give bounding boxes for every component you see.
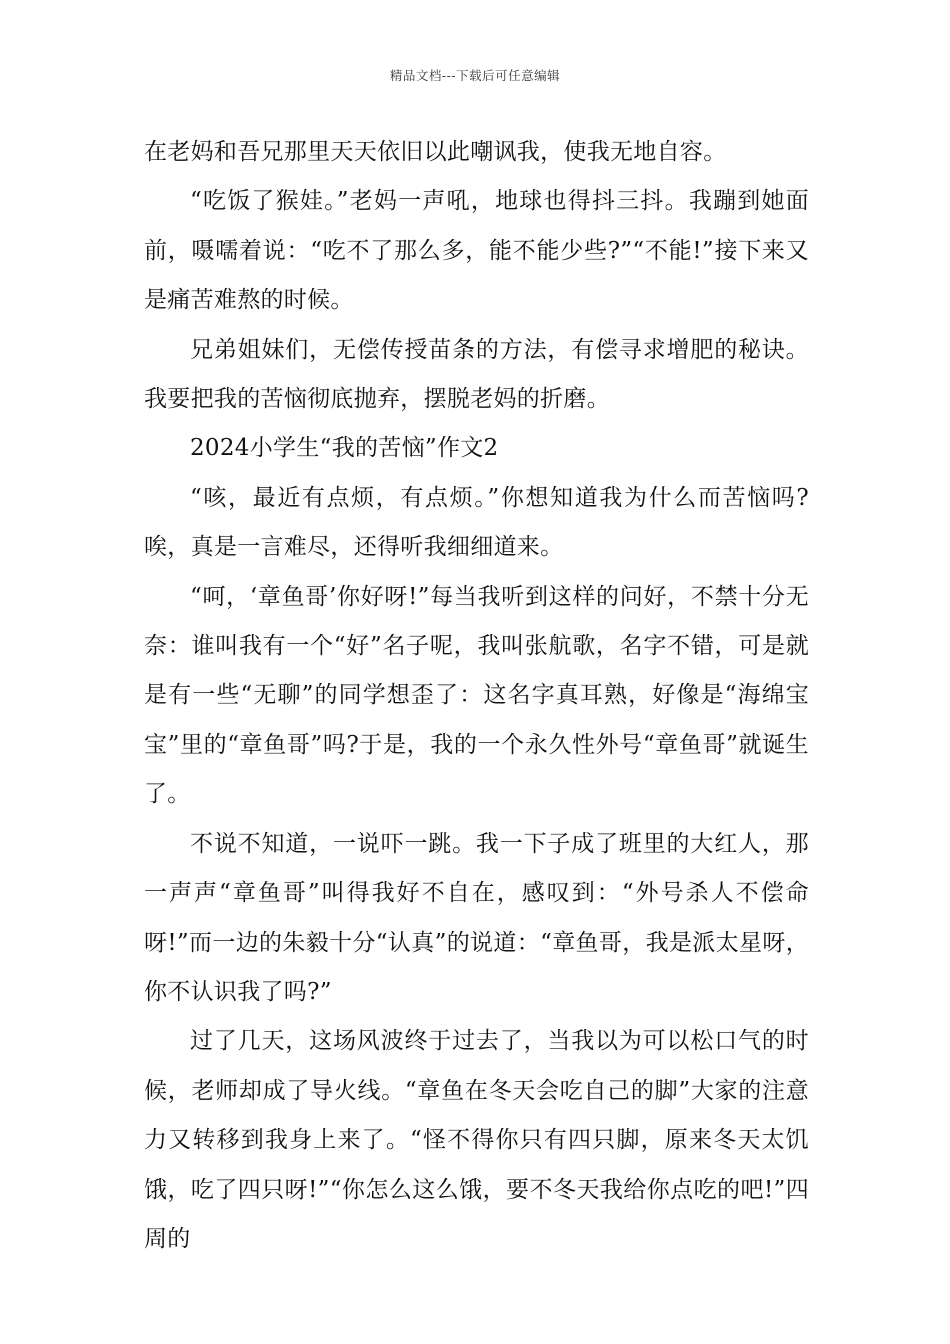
paragraph: 过了几天，这场风波终于过去了，当我以为可以松口气的时候，老师却成了导火线。“章鱼在冬天会吃自己的脚”大家的注意力又转移到我身上来了。“怪不得你只有四只脚，原来冬天太饥饿，吃了四只呀!”“你怎么这么饿，要不冬天我给你点吃的吧!”四周的 [144, 1028, 809, 1252]
document-body [144, 128, 809, 1264]
paragraph: “吃饭了猴娃。”老妈一声吼，地球也得抖三抖。我蹦到她面前，嗫嚅着说：“吃不了那么多，能不能少些?”“不能!”接下来又是痛苦难熬的时候。 [144, 188, 809, 314]
paragraph: “呵，‘章鱼哥’你好呀!”每当我听到这样的问好，不禁十分无奈：谁叫我有一个“好”名子呢，我叫张航歌，名字不错，可是就是有一些“无聊”的同学想歪了：这名字真耳熟，好像是“海绵宝宝”里的“章鱼哥”吗?于是，我的一个永久性外号“章鱼哥”就诞生了。 [144, 583, 809, 808]
paragraph: “咳，最近有点烦，有点烦。”你想知道我为什么而苦恼吗?唉，真是一言难尽，还得听我细细道来。 [144, 484, 809, 561]
paragraph: 兄弟姐妹们，无偿传授苗条的方法，有偿寻求增肥的秘诀。我要把我的苦恼彻底抛弃，摆脱老妈的折磨。 [144, 336, 809, 413]
paragraph: 不说不知道，一说吓一跳。我一下子成了班里的大红人，那一声声“章鱼哥”叫得我好不自在，感叹到：“外号杀人不偿命呀!”而一边的朱毅十分“认真”的说道：“章鱼哥，我是派太星呀，你不认识我了吗?” [144, 830, 809, 1005]
section-title: 2024小学生“我的苦恼”作文2 [190, 435, 499, 462]
paragraph-continuation: 在老妈和吾兄那里天天依旧以此嘲讽我，使我无地自容。 [144, 139, 727, 165]
page-header: 精品文档---下载后可任意编辑 [389, 68, 561, 83]
